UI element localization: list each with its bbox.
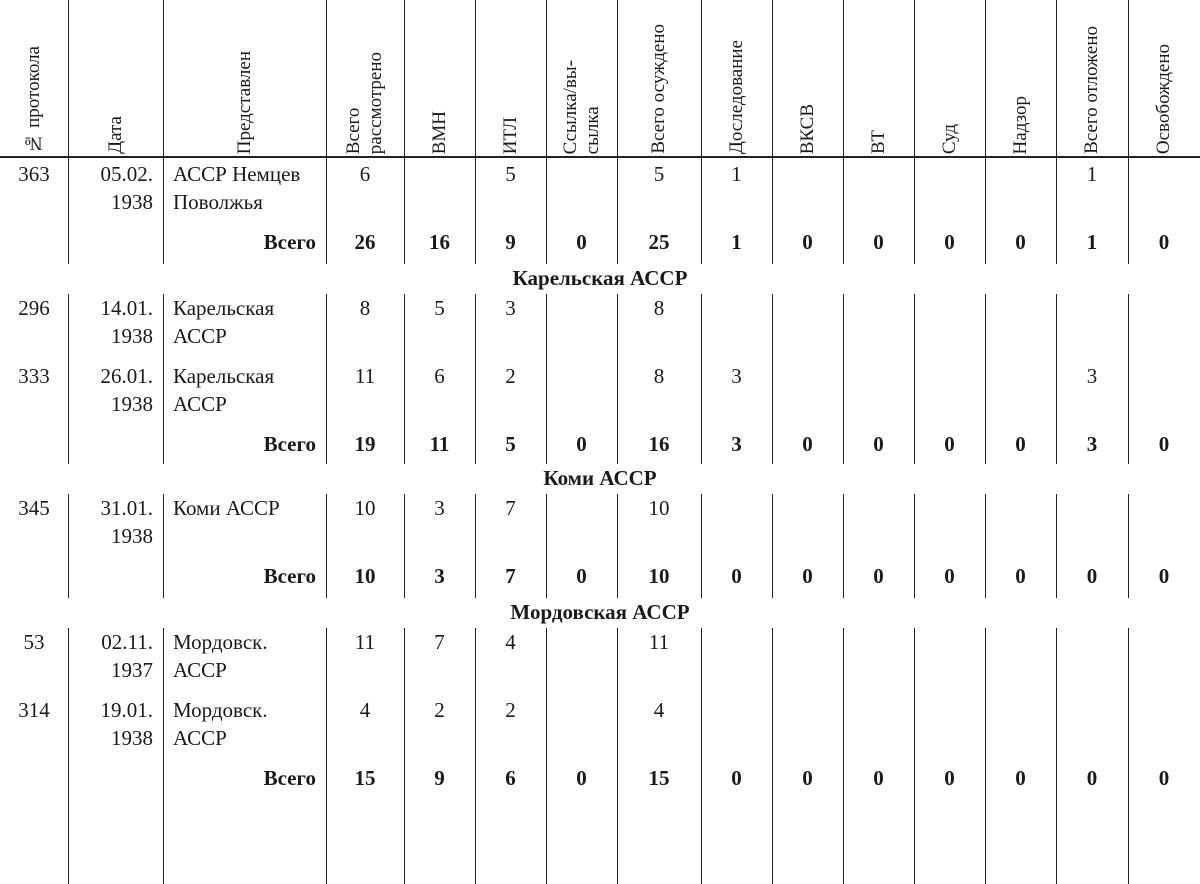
header-cell [617, 0, 701, 154]
total-value: 0 [873, 432, 884, 456]
table-cell-value: 11 [354, 364, 376, 388]
total-value: 0 [1158, 230, 1170, 254]
total-value: 9 [434, 766, 445, 790]
header-label: Суд [938, 123, 960, 154]
total-value: 0 [802, 564, 813, 588]
table-cell-value: 11 [354, 630, 376, 654]
total-value: 0 [873, 766, 884, 790]
total-value: 10 [648, 564, 670, 588]
table-cell-value: 3 [505, 296, 516, 320]
total-value: 0 [1158, 766, 1170, 790]
region-title: Мордовская АССР [0, 598, 1200, 628]
total-value: 5 [505, 432, 516, 456]
header-label: ИТЛ [499, 116, 521, 154]
region-title: Коми АССР [0, 464, 1200, 494]
header-label: № протокола [23, 46, 44, 154]
header-cell [163, 0, 326, 154]
total-value: 0 [731, 766, 742, 790]
total-value: 9 [505, 230, 516, 254]
protocol-date: 14.01. 1938 [100, 296, 153, 348]
header-cell [1128, 0, 1200, 154]
total-value: 10 [354, 564, 376, 588]
total-value: 16 [429, 230, 450, 254]
header-rule [0, 156, 1200, 158]
header-cell [475, 0, 546, 154]
total-value: 0 [1015, 564, 1026, 588]
header-label: Всего отложено [1081, 26, 1102, 154]
protocol-date: 26.01. 1938 [100, 364, 153, 416]
total-value: 0 [1086, 564, 1098, 588]
header-cell [772, 0, 843, 154]
total-value: 19 [354, 432, 376, 456]
table-cell-value: 3 [731, 364, 742, 388]
presented-by: Мордовск. АССР [173, 698, 268, 750]
protocol-date: 05.02. 1938 [100, 162, 153, 214]
total-value: 3 [434, 564, 445, 588]
header-label: Дата [104, 116, 126, 154]
total-value: 0 [944, 432, 955, 456]
total-value: 0 [1015, 230, 1026, 254]
total-value: 0 [576, 766, 587, 790]
total-value: 11 [429, 432, 450, 456]
table-cell-value: 7 [434, 630, 445, 654]
table-cell-value: 2 [505, 698, 516, 722]
total-value: 0 [802, 432, 813, 456]
region-title: Карельская АССР [0, 264, 1200, 294]
header-label: Представлен [233, 50, 255, 154]
total-value: 0 [576, 564, 587, 588]
total-label: Всего [263, 230, 316, 254]
header-label: Надзор [1009, 95, 1031, 154]
table-cell-value: 6 [434, 364, 445, 388]
total-value: 25 [648, 230, 670, 254]
header-label: Всего рассмотрено [343, 51, 386, 154]
header-label: ВМН [428, 110, 450, 154]
total-value: 0 [1086, 766, 1098, 790]
total-value: 0 [944, 766, 955, 790]
total-value: 3 [1086, 432, 1098, 456]
total-value: 15 [648, 766, 670, 790]
header-cell [985, 0, 1056, 154]
presented-by: Коми АССР [173, 496, 280, 520]
header-label: Доследование [725, 39, 747, 154]
total-value: 1 [731, 230, 742, 254]
total-value: 0 [1158, 564, 1170, 588]
table-cell-value: 10 [648, 496, 670, 520]
total-label: Всего [263, 766, 316, 790]
protocol-number: 296 [18, 296, 50, 320]
header-cell [914, 0, 985, 154]
total-value: 6 [505, 766, 516, 790]
total-value: 0 [576, 432, 587, 456]
header-cell [68, 0, 163, 154]
table-cell-value: 10 [354, 496, 376, 520]
protocol-date: 19.01. 1938 [100, 698, 153, 750]
header-cell [404, 0, 475, 154]
presented-by: Карельская АССР [173, 296, 275, 348]
total-value: 0 [802, 766, 813, 790]
table-cell-value: 1 [731, 162, 742, 186]
table-cell-value: 4 [653, 698, 665, 722]
table-cell-value: 1 [1086, 162, 1098, 186]
header-cell [701, 0, 772, 154]
presented-by: АССР Немцев Поволжья [173, 162, 301, 214]
header-label: Всего осуждено [648, 24, 669, 154]
total-value: 0 [1158, 432, 1170, 456]
header-cell [546, 0, 617, 154]
table-cell-value: 5 [434, 296, 445, 320]
table-cell-value: 6 [359, 162, 371, 186]
total-label: Всего [263, 432, 316, 456]
table-cell-value: 3 [434, 496, 445, 520]
header-label: Ссылка/вы- сылка [559, 59, 603, 154]
table-cell-value: 8 [653, 296, 665, 320]
total-value: 26 [354, 230, 376, 254]
table-cell-value: 2 [434, 698, 445, 722]
total-value: 7 [505, 564, 516, 588]
header-cell [1056, 0, 1128, 154]
total-value: 0 [1015, 766, 1026, 790]
table-cell-value: 4 [359, 698, 371, 722]
protocol-number: 53 [23, 630, 45, 654]
protocol-number: 314 [18, 698, 50, 722]
total-value: 0 [873, 230, 884, 254]
protocol-date: 31.01. 1938 [100, 496, 153, 548]
table-cell-value: 3 [1086, 364, 1098, 388]
total-value: 0 [731, 564, 742, 588]
total-value: 0 [944, 230, 955, 254]
table-cell-value: 5 [653, 162, 665, 186]
header-cell [326, 0, 404, 154]
total-value: 15 [354, 766, 376, 790]
total-value: 0 [944, 564, 955, 588]
header-cell [0, 0, 68, 154]
table-cell-value: 7 [505, 496, 516, 520]
presented-by: Карельская АССР [173, 364, 275, 416]
header-label: Освобождено [1153, 43, 1174, 154]
total-value: 0 [576, 230, 587, 254]
table-cell-value: 8 [359, 296, 371, 320]
header-label: ВТ [867, 129, 889, 154]
protocol-number: 363 [18, 162, 50, 186]
total-value: 16 [648, 432, 670, 456]
total-value: 0 [802, 230, 813, 254]
total-value: 0 [1015, 432, 1026, 456]
total-label: Всего [263, 564, 316, 588]
total-value: 0 [873, 564, 884, 588]
header-label: ВКСВ [796, 103, 818, 154]
protocol-date: 02.11. 1937 [101, 630, 153, 682]
protocol-number: 333 [18, 364, 50, 388]
total-value: 3 [731, 432, 742, 456]
table-cell-value: 4 [505, 630, 516, 654]
table-cell-value: 11 [648, 630, 670, 654]
table-cell-value: 5 [505, 162, 516, 186]
protocol-number: 345 [18, 496, 50, 520]
table-cell-value: 8 [653, 364, 665, 388]
header-cell [843, 0, 914, 154]
total-value: 1 [1086, 230, 1098, 254]
presented-by: Мордовск. АССР [173, 630, 268, 682]
table-cell-value: 2 [505, 364, 516, 388]
